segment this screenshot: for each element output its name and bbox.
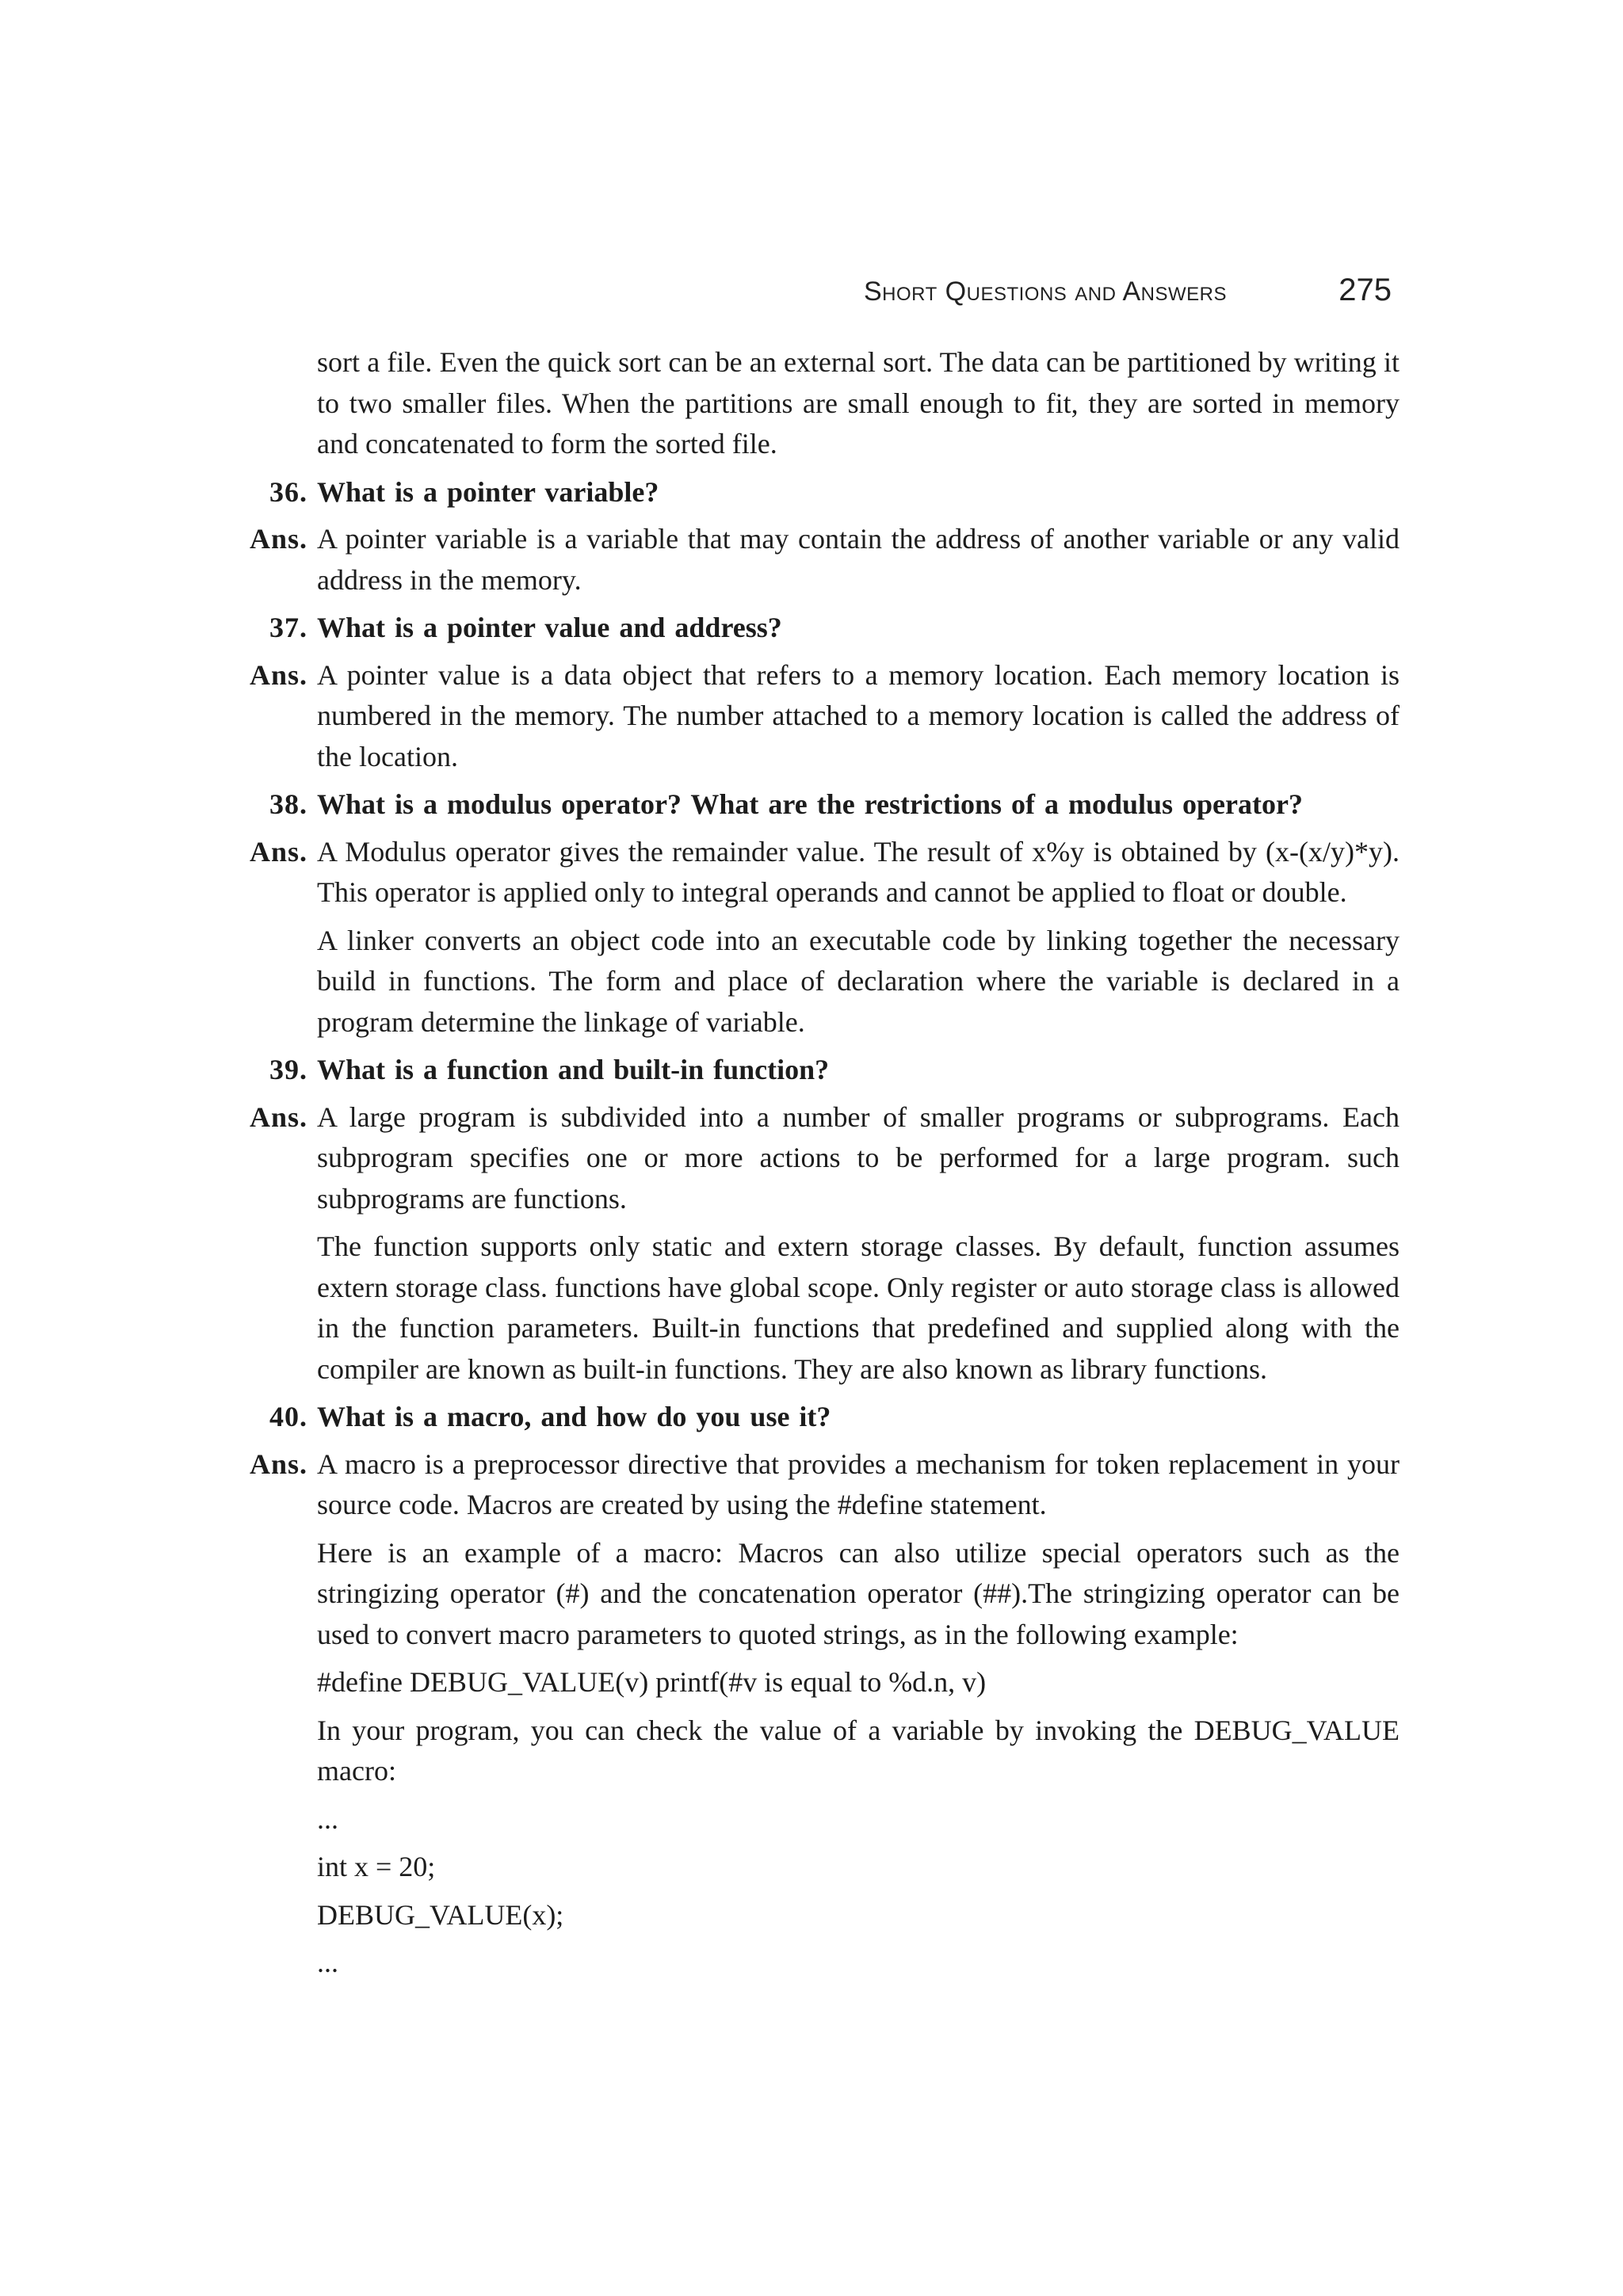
question-38 <box>230 784 1400 826</box>
question-number: 39. <box>269 1054 307 1085</box>
question-text: What is a modulus operator? What are the restrictions of a modulus operator? <box>317 788 1303 820</box>
answer-38 <box>230 832 1400 1043</box>
question-text: What is a macro, and how do you use it? <box>317 1401 831 1432</box>
running-head <box>864 273 1392 320</box>
paragraph: A large program is subdivided into a number of smaller programs or subprograms. Each subprogram specifies one or more actions to be performed for a large program. such subprograms are functions. <box>317 1100 1400 1215</box>
paragraph: A pointer variable is a variable that may contain the address of another variable or any valid address in the memory. <box>317 523 1400 596</box>
answer-39 <box>230 1097 1400 1390</box>
code-line: #define DEBUG_VALUE(v) printf(#v is equal to %d.n, v) <box>317 1666 987 1698</box>
answer-40 <box>230 1444 1400 1984</box>
code-line: ... <box>317 1802 338 1835</box>
running-head-title: Short Questions and Answers <box>864 277 1228 307</box>
paragraph: A pointer value is a data object that refers to a memory location. Each memory location is numbered in the memory. The number attached to a memory location is called the address of the location. <box>317 658 1400 772</box>
continued-answer <box>230 342 1400 465</box>
page-body <box>230 342 1400 1984</box>
code-line: DEBUG_VALUE(x); <box>317 1898 564 1931</box>
code-line: int x = 20; <box>317 1851 436 1882</box>
answer-label: Ans. <box>249 523 307 555</box>
question-text: What is a pointer value and address? <box>317 612 782 643</box>
code-line: ... <box>317 1947 338 1978</box>
paragraph: A linker converts an object code into an executable code by linking together the necessary build in functions. The form and place of declaration where the variable is declared in a program determine the linkage of variable. <box>317 924 1400 1038</box>
question-37 <box>230 608 1400 649</box>
paragraph: In your program, you can check the value of a variable by invoking the DEBUG_VALUE macro: <box>317 1714 1400 1787</box>
question-number: 36. <box>269 475 307 508</box>
paragraph: Here is an example of a macro: Macros can also utilize special operators such as the stringizing operator (#) and the concatenation operator (##).The stringizing operator can be used to convert macro parameters to quoted strings, as in the following example: <box>317 1536 1400 1650</box>
question-40 <box>230 1397 1400 1438</box>
answer-label: Ans. <box>249 1447 307 1480</box>
paragraph: A Modulus operator gives the remainder value. The result of x%y is obtained by (x-(x/y)*y). This operator is applied only to integral operands and cannot be applied to float or double. <box>317 835 1400 908</box>
answer-label: Ans. <box>249 1100 307 1133</box>
question-39 <box>230 1050 1400 1091</box>
answer-label: Ans. <box>249 835 307 868</box>
question-text: What is a function and built-in function? <box>317 1054 830 1085</box>
question-36 <box>230 472 1400 513</box>
answer-37 <box>230 655 1400 778</box>
question-number: 37. <box>269 612 307 643</box>
paragraph: The function supports only static and extern storage classes. By default, function assumes extern storage class. functions have global scope. Only register or auto storage class is allowed in the function parameters. Built-in functions that predefined and supplied along with the compiler are known as built-in functions. They are also known as library functions. <box>317 1230 1400 1385</box>
answer-36 <box>230 519 1400 601</box>
paragraph: sort a file. Even the quick sort can be an external sort. The data can be partitioned by writing it to two smaller files. When the partitions are small enough to fit, they are sorted in memory and concatenated to form the sorted file. <box>317 346 1400 460</box>
answer-label: Ans. <box>249 658 307 691</box>
question-text: What is a pointer variable? <box>317 475 659 508</box>
paragraph: A macro is a preprocessor directive that provides a mechanism for token replacement in your source code. Macros are created by using the #define statement. <box>317 1447 1400 1520</box>
question-number: 40. <box>269 1401 307 1432</box>
question-number: 38. <box>269 788 307 820</box>
page-number: 275 <box>1338 273 1392 307</box>
